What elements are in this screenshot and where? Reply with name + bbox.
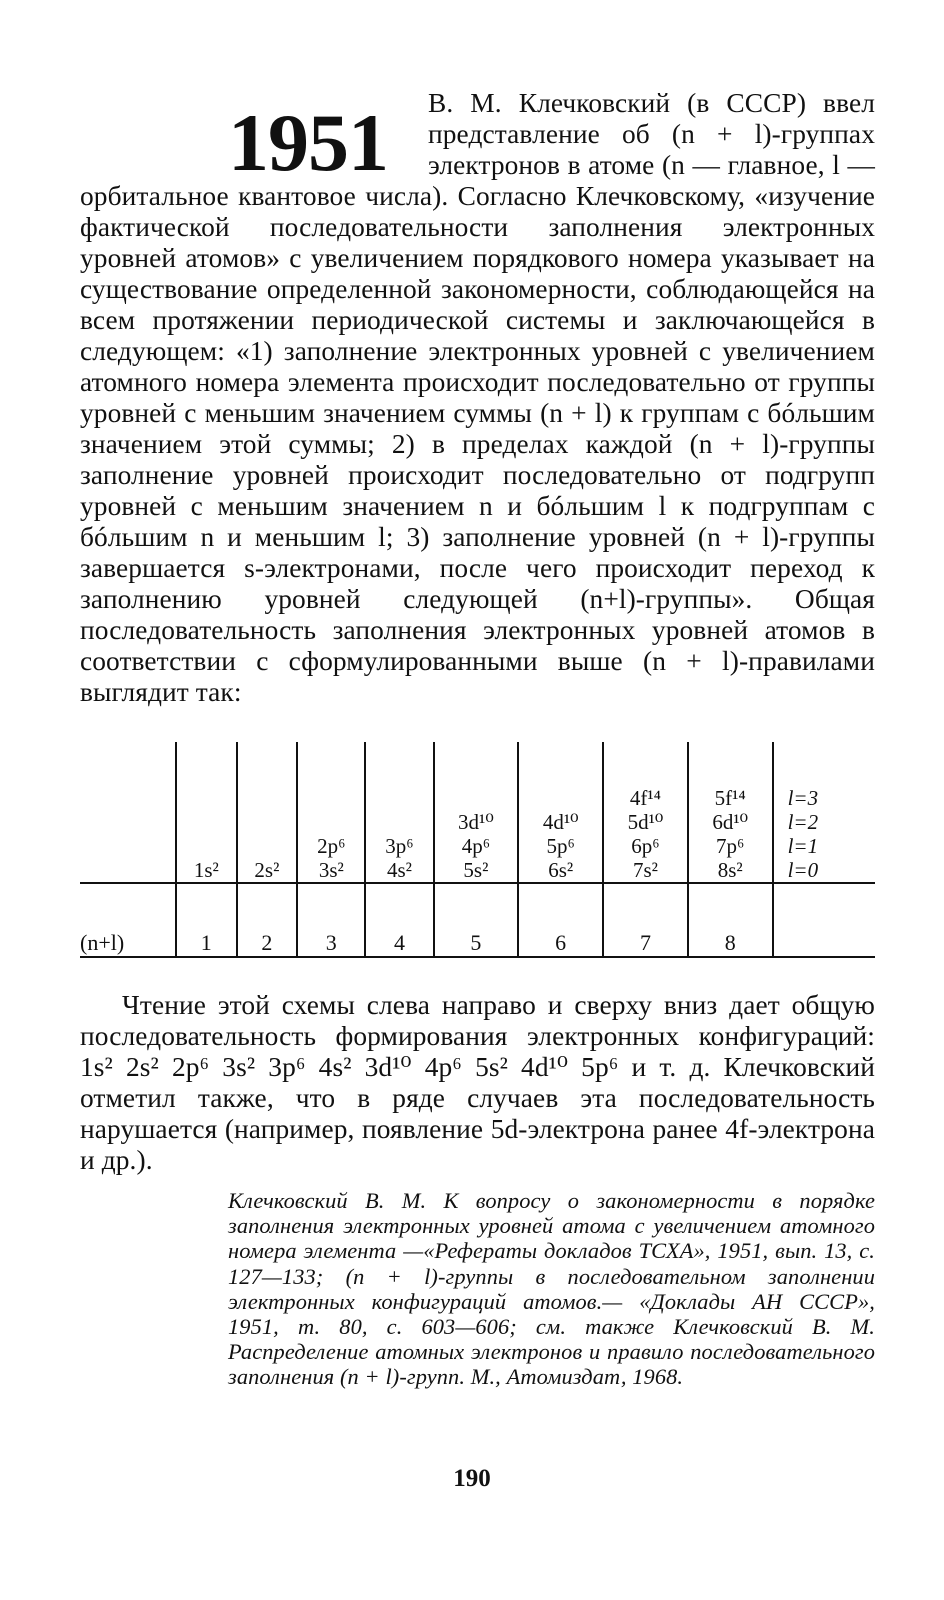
sum-value: 5 xyxy=(434,884,519,956)
orbital-cell xyxy=(603,742,688,883)
orbital-label: 5p⁶ xyxy=(546,834,575,858)
sum-value: 3 xyxy=(297,884,365,956)
orbital-cell xyxy=(297,742,365,883)
orbital-label: 3d¹⁰ xyxy=(458,810,494,834)
sum-value: 1 xyxy=(176,884,237,956)
orbital-label: 5f¹⁴ xyxy=(714,786,746,810)
intro-text: В. М. Клечковский (в СССР) ввел представление об (n + l)-группах электронов в атоме (n — главное, l — орбитальное квантовое числа). Согласно Клечковскому, «изучение фактической последовательности заполнения электронных уровней атомов» с увеличением порядкового номера указывает на существование определенной закономерности, соблюдающейся на всем протяжении периодической системы и заключающейся в следующем: «1) заполнение электронных уровней с увеличением атомного номера элемента происходит последовательно от группы уровней с меньшим значением суммы (n + l) к группам с бóльшим значением этой суммы; 2) в пределах каждой (n + l)-группы заполнение уровней происходит последовательно от подгрупп уровней с меньшим значением n и бóльшим l к подгруппам с бóльшим n и меньшим l; 3) заполнение уровней (n + l)-группы завершается s-электронами, после чего происходит переход к заполнению уровней следующей (n+l)-группы». Общая последовательность заполнения электронных уровней атомов в соответствии с сформулированными выше (n + l)-правилами выглядит так: xyxy=(80,88,875,707)
orbital-cell xyxy=(365,742,433,883)
orbital-label: 8s² xyxy=(717,858,743,882)
bibliography-reference: Клечковский В. М. К вопросу о закономерности в порядке заполнения электронных уровней атома с увеличением атомного номера элемента —«Рефераты докладов ТСХА», 1951, вып. 13, с. 127—133; (n + l)-группы в последовательном заполнении электронных конфигураций атомов.— «Доклады АН СССР», 1951, т. 80, с. 603—606; см. также Клечковский В. М. Распределение атомных электронов и правило последовательного заполнения (n + l)-групп. М., Атомиздат, 1968. xyxy=(228,1188,875,1390)
reading-paragraph xyxy=(80,990,875,1176)
orbital-label: 5s² xyxy=(463,858,489,882)
orbital-label: 1s² xyxy=(193,858,219,882)
orbital-label: 4s² xyxy=(386,858,412,882)
orbital-cell xyxy=(688,742,773,883)
orbital-cell xyxy=(237,742,298,883)
orbital-label: 2s² xyxy=(254,858,280,882)
orbital-label: 3s² xyxy=(318,858,344,882)
orbital-cell xyxy=(176,742,237,883)
orbital-label: 3p⁶ xyxy=(385,834,414,858)
sum-empty-cell xyxy=(773,884,875,956)
orbital-label: 7s² xyxy=(632,858,658,882)
table-bottom-rule xyxy=(80,956,875,958)
l-label: l=1 xyxy=(787,834,819,858)
page-body xyxy=(80,88,875,1390)
orbital-label: 2p⁶ xyxy=(317,834,346,858)
sum-value: 7 xyxy=(603,884,688,956)
orbital-label: 4f¹⁴ xyxy=(629,786,661,810)
sum-row-label: (n+l) xyxy=(80,930,125,955)
orbital-label: 6d¹⁰ xyxy=(712,810,749,834)
sum-row xyxy=(80,884,875,956)
orbital-label: 6s² xyxy=(548,858,574,882)
reading-text: Чтение этой схемы слева направо и сверху вниз дает общую последовательность формирования электронных конфигураций: 1s² 2s² 2p⁶ 3s² 3p⁶ 4s² 3d¹⁰ 4p⁶ 5s² 4d¹⁰ 5p⁶ и т. д. Клечковский отметил также, что в ряде случаев эта последовательность нарушается (например, появление 5d-электрона ранее 4f-электрона и др.). xyxy=(80,990,875,1175)
orbital-label: 6p⁶ xyxy=(631,834,660,858)
configuration-table xyxy=(80,742,875,972)
year-heading: 1951 xyxy=(228,97,388,188)
sum-value: 2 xyxy=(237,884,298,956)
l-label: l=2 xyxy=(787,810,819,834)
l-label: l=3 xyxy=(787,786,819,810)
sum-value: 4 xyxy=(365,884,433,956)
orbital-row-label xyxy=(80,742,176,883)
orbital-label: 4p⁶ xyxy=(461,834,491,858)
l-label: l=0 xyxy=(787,858,819,882)
page-number: 190 xyxy=(453,1465,491,1492)
n-plus-l-table xyxy=(80,742,875,956)
orbital-label: 5d¹⁰ xyxy=(627,810,664,834)
orbital-label: 7p⁶ xyxy=(716,834,745,858)
intro-paragraph xyxy=(80,88,875,708)
orbital-label: 4d¹⁰ xyxy=(542,810,579,834)
orbital-cell xyxy=(518,742,603,883)
sum-value: 6 xyxy=(518,884,603,956)
orbital-row xyxy=(80,742,875,883)
l-quantum-labels xyxy=(773,742,875,883)
orbital-cell xyxy=(434,742,519,883)
sum-value: 8 xyxy=(688,884,773,956)
